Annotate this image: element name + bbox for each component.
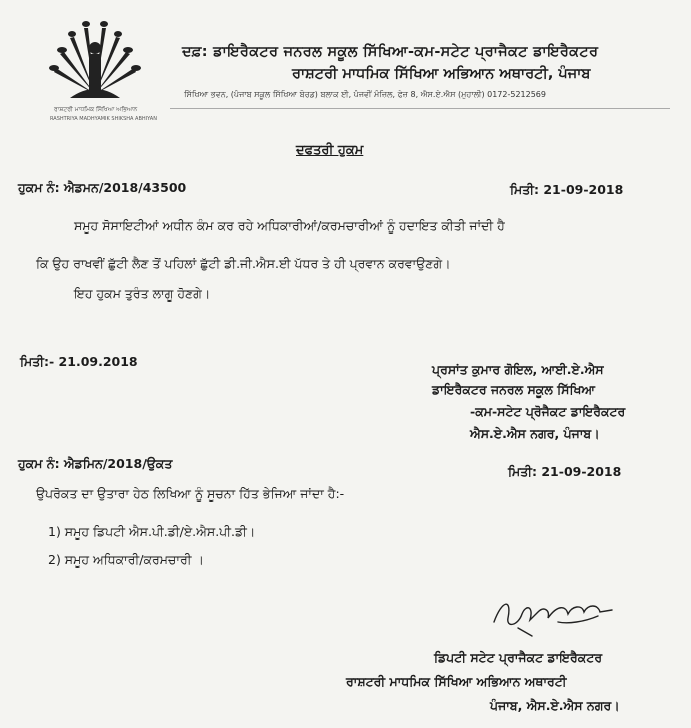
order2-list-item: 2) ਸਮੂਹ ਅਧਿਕਾਰੀ/ਕਰਮਚਾਰੀ । xyxy=(48,552,204,567)
signatory1-designation2: -ਕਮ-ਸਟੇਟ ਪ੍ਰੋਜੈਕਟ ਡਾਇਰੈਕਟਰ xyxy=(470,404,626,419)
order2-date: ਮਿਤੀ: 21-09-2018 xyxy=(508,464,622,479)
signatory2-place: ਪੰਜਾਬ, ਐਸ.ਏ.ਐਸ ਨਗਰ। xyxy=(490,698,620,713)
order2-list-item: 1) ਸਮੂਹ ਡਿਪਟੀ ਐਸ.ਪੀ.ਡੀ/ਏ.ਐਸ.ਪੀ.ਡੀ। xyxy=(48,524,256,539)
order1-para-line2: ਕਿ ਉਹ ਰਾਖਵੀਂ ਛੁੱਟੀ ਲੈਣ ਤੋਂ ਪਹਿਲਾਂ ਛੁੱਟੀ ਡੀ.ਜੀ.ਐਸ.ਈ ਪੱਧਰ ਤੇ ਹੀ ਪ੍ਰਵਾਨ ਕਰਵਾਉਣਗੇ। xyxy=(36,256,451,271)
handwritten-signature xyxy=(488,592,628,642)
signatory2-organisation: ਰਾਸ਼ਟਰੀ ਮਾਧਮਿਕ ਸਿੱਖਿਆ ਅਭਿਆਨ ਅਥਾਰਟੀ xyxy=(346,674,567,689)
order2-intro: ਉਪਰੋਕਤ ਦਾ ਉਤਾਰਾ ਹੇਠ ਲਿਖਿਆ ਨੂੰ ਸੂਚਨਾ ਹਿੱਤ ਭੇਜਿਆ ਜਾਂਦਾ ਹੈ:- xyxy=(36,486,345,501)
letterhead-line1: ਦਫ਼: ਡਾਇਰੈਕਟਰ ਜਨਰਲ ਸਕੂਲ ਸਿੱਖਿਆ-ਕਮ-ਸਟੇਟ ਪ੍ਰਾਜੈਕਟ ਡਾਇਰੈਕਟਰ xyxy=(182,44,599,60)
signatory1-place: ਐਸ.ਏ.ਐਸ ਨਗਰ, ਪੰਜਾਬ। xyxy=(470,426,600,441)
order1-para-line1: ਸਮੂਹ ਸੋਸਾਇਟੀਆਂ ਅਧੀਨ ਕੰਮ ਕਰ ਰਹੇ ਅਧਿਕਾਰੀਆਂ/ਕਰਮਚਾਰੀਆਂ ਨੂੰ ਹਦਾਇਤ ਕੀਤੀ ਜਾਂਦੀ ਹੈ xyxy=(74,218,505,233)
logo-subcaption: RASHTRIYA MADHYAMIK SHIKSHA ABHIYAN xyxy=(50,116,157,122)
order1-number: ਹੁਕਮ ਨੰ: ਐਡਮਨ/2018/43500 xyxy=(18,180,187,195)
letterhead-divider xyxy=(170,108,670,109)
order1-para-line3: ਇਹ ਹੁਕਮ ਤੁਰੰਤ ਲਾਗੂ ਹੋਣਗੇ। xyxy=(74,286,211,301)
letterhead-address: ਸਿੱਖਿਆ ਭਵਨ, (ਪੰਜਾਬ ਸਕੂਲ ਸਿੱਖਿਆ ਬੋਰਡ) ਬਲਾਕ ਈ, ਪੰਜਵੀਂ ਮੰਜ਼ਿਲ, ਫੇਜ਼ 8, ਐਸ.ਏ.ਐਸ (ਮੁਹਾਲੀ) 0172-5212569 xyxy=(184,90,546,99)
order1-date: ਮਿਤੀ: 21-09-2018 xyxy=(510,182,624,197)
order2-number: ਹੁਕਮ ਨੰ: ਐਡਮਿਨ/2018/ਉਕਤ xyxy=(18,456,173,471)
signatory1-designation: ਡਾਇਰੈਕਟਰ ਜਨਰਲ ਸਕੂਲ ਸਿੱਖਿਆ xyxy=(432,382,596,397)
letterhead-line2: ਰਾਸ਼ਟਰੀ ਮਾਧਮਿਕ ਸਿੱਖਿਆ ਅਭਿਆਨ ਅਥਾਰਟੀ, ਪੰਜਾਬ xyxy=(292,66,591,82)
rmsa-logo xyxy=(40,14,157,126)
signatory2-designation: ਡਿਪਟੀ ਸਟੇਟ ਪ੍ਰਾਜੈਕਟ ਡਾਇਰੈਕਟਰ xyxy=(434,650,603,665)
issue-date: ਮਿਤੀ:- 21.09.2018 xyxy=(20,354,138,369)
logo-caption: ਰਾਸ਼ਟਰੀ ਮਾਧਮਿਕ ਸਿੱਖਿਆ ਅਭਿਆਨ xyxy=(54,106,138,113)
document-title: ਦਫਤਰੀ ਹੁਕਮ xyxy=(296,143,364,158)
signatory1-name: ਪ੍ਰਸਾਂਤ ਕੁਮਾਰ ਗੋਇਲ, ਆਈ.ਏ.ਐਸ xyxy=(432,362,604,377)
tree-emblem-icon xyxy=(40,14,150,104)
